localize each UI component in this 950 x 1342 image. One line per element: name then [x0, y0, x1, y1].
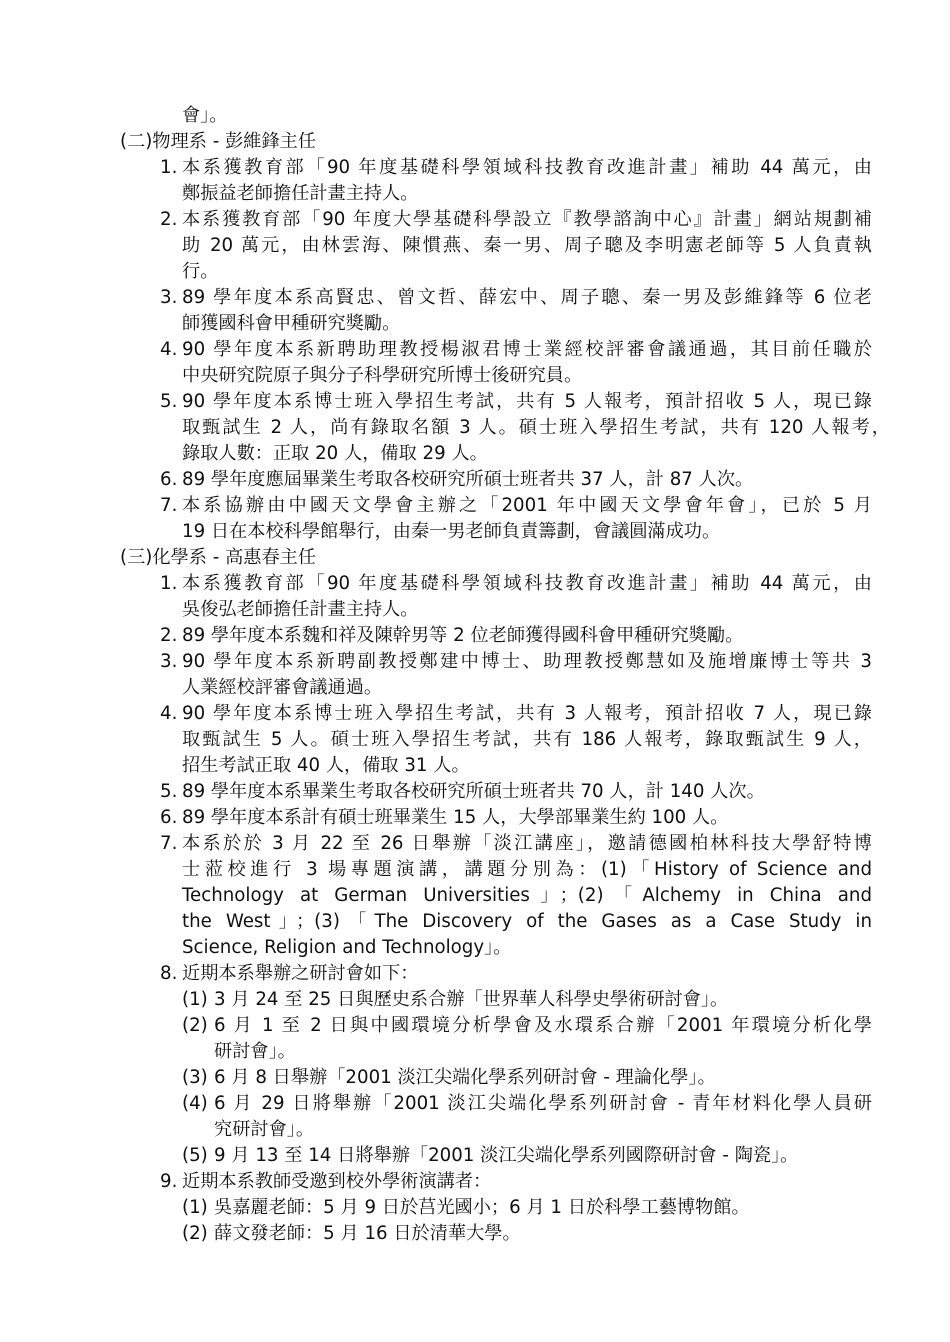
- item-text-line: 90 學年度本系博士班入學招生考試，共有 5 人報考，預計招收 5 人，現已錄: [182, 391, 872, 412]
- section-heading-chemistry: (三)化學系 - 高惠春主任: [120, 547, 317, 568]
- item-text-line: 師獲國科會甲種研究獎勵。: [182, 313, 401, 334]
- item-number: 6.: [160, 807, 178, 828]
- item-number: 5.: [160, 391, 178, 412]
- subitem-number: (3): [182, 1067, 208, 1088]
- item-text-line: 錄取人數：正取 20 人，備取 29 人。: [182, 443, 488, 464]
- subitem-number: (1): [182, 1197, 208, 1218]
- subitem-text-line: 究研討會」。: [214, 1119, 315, 1140]
- item-number: 3.: [160, 287, 178, 308]
- item-text-line: the West」；(3)「The Discovery of the Gases as a Case Study in: [182, 911, 872, 932]
- item-number: 2.: [160, 625, 178, 646]
- subitem-text-line: 研討會」。: [214, 1041, 296, 1062]
- item-text-line: 鄭振益老師擔任計畫主持人。: [182, 183, 419, 204]
- item-text-line: 89 學年度本系高賢忠、曾文哲、薛宏中、周子聰、秦一男及彭維鋒等 6 位老: [182, 287, 872, 308]
- item-text-line: Science, Religion and Technology」。: [182, 937, 512, 958]
- subitem-text-line: 6 月 29 日將舉辦「2001 淡江尖端化學系列研討會 - 青年材料化學人員研: [214, 1093, 872, 1114]
- item-text-line: 吳俊弘老師擔任計畫主持人。: [182, 599, 419, 620]
- subitem-text-line: 6 月 8 日舉辦「2001 淡江尖端化學系列研討會 - 理論化學」。: [214, 1067, 716, 1088]
- item-number: 7.: [160, 495, 178, 516]
- subitem-number: (4): [182, 1093, 208, 1114]
- item-number: 1.: [160, 573, 178, 594]
- item-number: 1.: [160, 157, 178, 178]
- item-text-line: 90 學年度本系博士班入學招生考試，共有 3 人報考，預計招收 7 人，現已錄: [182, 703, 872, 724]
- subitem-number: (5): [182, 1145, 208, 1166]
- item-text-line: 近期本系教師受邀到校外學術演講者：: [182, 1171, 492, 1192]
- item-number: 9.: [160, 1171, 178, 1192]
- subitem-text-line: 吳嘉麗老師：5 月 9 日於莒光國小；6 月 1 日於科學工藝博物館。: [214, 1197, 750, 1218]
- item-number: 3.: [160, 651, 178, 672]
- item-text-line: 本系於於 3 月 22 至 26 日舉辦「淡江講座」，邀請德國柏林科技大學舒特博: [182, 833, 872, 854]
- item-number: 2.: [160, 209, 178, 230]
- item-text-line: 招生考試正取 40 人，備取 31 人。: [182, 755, 470, 776]
- item-text-line: 89 學年度本系計有碩士班畢業生 15 人，大學部畢業生約 100 人。: [182, 807, 729, 828]
- item-number: 4.: [160, 703, 178, 724]
- subitem-text-line: 9 月 13 至 14 日將舉辦「2001 淡江尖端化學系列國際研討會 - 陶瓷」。: [214, 1145, 799, 1166]
- item-number: 8.: [160, 963, 178, 984]
- item-text-line: 89 學年度本系魏和祥及陳幹男等 2 位老師獲得國科會甲種研究獎勵。: [182, 625, 744, 646]
- item-text-line: 90 學年度本系新聘副教授鄭建中博士、助理教授鄭慧如及施增廉博士等共 3: [182, 651, 872, 672]
- subitem-number: (2): [182, 1015, 208, 1036]
- item-text-line: 士蒞校進行 3 場專題演講，講題分別為：(1)「History of Science and: [182, 859, 872, 880]
- item-text-line: 本系獲教育部「90 年度基礎科學領域科技教育改進計畫」補助 44 萬元，由: [182, 157, 872, 178]
- item-number: 6.: [160, 469, 178, 490]
- subitem-text-line: 3 月 24 至 25 日與歷史系合辦「世界華人科學史學術研討會」。: [214, 989, 729, 1010]
- subitem-number: (2): [182, 1223, 208, 1244]
- item-text-line: 行。: [182, 261, 219, 282]
- item-text-line: 本系協辦由中國天文學會主辦之「2001 年中國天文學會年會」，已於 5 月: [182, 495, 872, 516]
- item-text-line: 中央研究院原子與分子科學研究所博士後研究員。: [182, 365, 583, 386]
- continuation-text: 會」。: [182, 105, 228, 126]
- item-number: 5.: [160, 781, 178, 802]
- item-text-line: 取甄試生 2 人，尚有錄取名額 3 人。碩士班入學招生考試，共有 120 人報考，: [182, 417, 890, 438]
- item-text-line: 19 日在本校科學館舉行，由秦一男老師負責籌劃，會議圓滿成功。: [182, 521, 721, 542]
- item-text-line: 助 20 萬元，由林雲海、陳慣燕、秦一男、周子聰及李明憲老師等 5 人負責執: [182, 235, 872, 256]
- item-number: 4.: [160, 339, 178, 360]
- section-heading-physics: (二)物理系 - 彭維鋒主任: [120, 131, 317, 152]
- item-number: 7.: [160, 833, 178, 854]
- item-text-line: 近期本系舉辦之研討會如下：: [182, 963, 419, 984]
- item-text-line: Technology at German Universities」；(2)「Alchemy in China and: [182, 885, 872, 906]
- item-text-line: 本系獲教育部「90 年度大學基礎科學設立『教學諮詢中心』計畫」網站規劃補: [182, 209, 872, 230]
- subitem-text-line: 薛文發老師：5 月 16 日於清華大學。: [214, 1223, 521, 1244]
- item-text-line: 90 學年度本系新聘助理教授楊淑君博士業經校評審會議通過，其目前任職於: [182, 339, 872, 360]
- item-text-line: 人業經校評審會議通過。: [182, 677, 383, 698]
- item-text-line: 89 學年度本系畢業生考取各校研究所碩士班者共 70 人，計 140 人次。: [182, 781, 765, 802]
- item-text-line: 本系獲教育部「90 年度基礎科學領域科技教育改進計畫」補助 44 萬元，由: [182, 573, 872, 594]
- subitem-number: (1): [182, 989, 208, 1010]
- item-text-line: 取甄試生 5 人。碩士班入學招生考試，共有 186 人報考，錄取甄試生 9 人，: [182, 729, 872, 750]
- item-text-line: 89 學年度應屆畢業生考取各校研究所碩士班者共 37 人，計 87 人次。: [182, 469, 754, 490]
- subitem-text-line: 6 月 1 至 2 日與中國環境分析學會及水環系合辦「2001 年環境分析化學: [214, 1015, 872, 1036]
